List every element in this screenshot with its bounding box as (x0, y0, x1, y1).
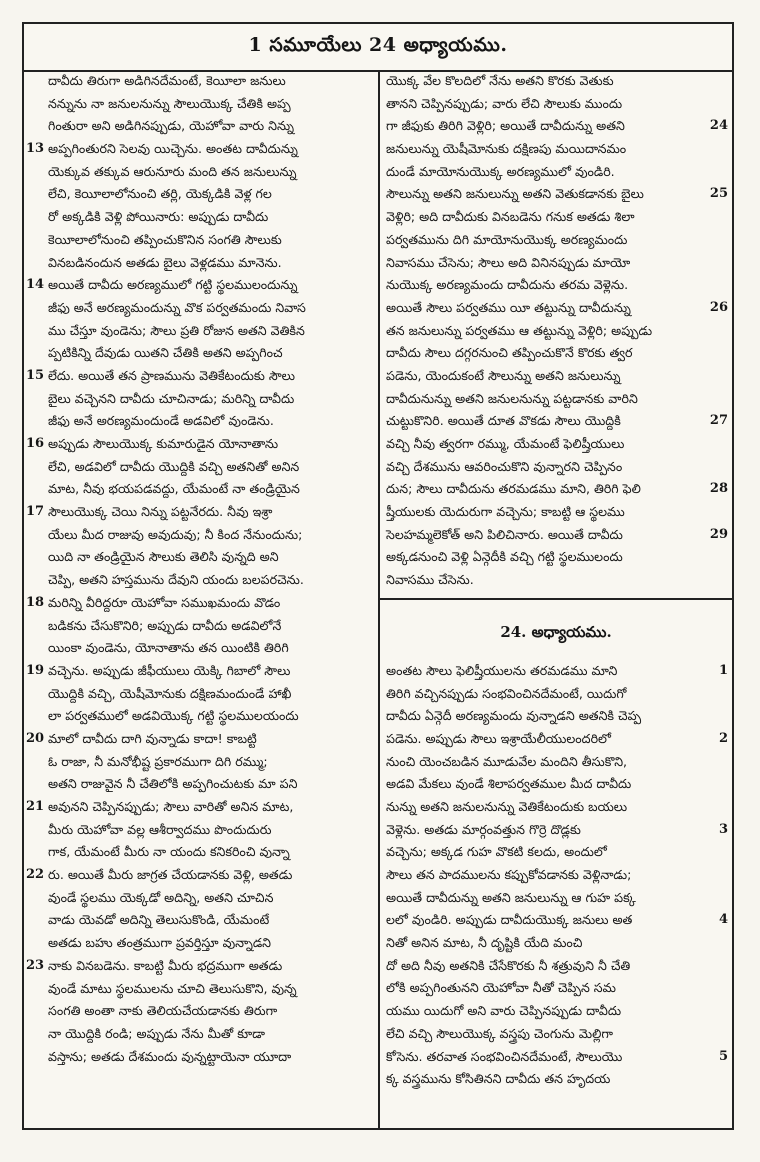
text-line (380, 705, 732, 728)
text-line (24, 342, 376, 365)
text-line (24, 501, 376, 524)
verse-number: 19 (26, 662, 45, 678)
line-text: గాక, యేమంటే మీరు నా యందు కనికరించి వున్నా (48, 844, 290, 860)
line-text: దున; సౌలు దావీదును తరమడము మాని, తిరిగి ఫెలి (386, 481, 641, 497)
text-line (24, 864, 376, 887)
text-line (24, 320, 376, 343)
line-text: యిది నా తండ్రియైన సౌలుకు తెలిసి వున్నది అని (48, 549, 279, 565)
line-text: జనులున్ను యెషీమోనుకు దక్షిణపు మయిదానమం (386, 141, 627, 157)
line-text: చుట్టుకొనిరి. అయితే దూత వొకడు సౌలు యొద్దికి (386, 413, 621, 429)
page (22, 22, 734, 1130)
line-text: యేలు మీద రాజువు అవుదువు; నీ కింద నేనుందును; (48, 526, 303, 542)
text-line (380, 410, 732, 433)
text-line (24, 887, 376, 910)
line-text: అంతట సౌలు ఫెలిష్తీయులను తరమడము మాని (386, 662, 618, 678)
line-text: సెలహమ్మలెకోత్ అని పిలిచినారు. అయితే దావీదు (386, 526, 623, 542)
line-text: యము యిదుగో అని వారు చెప్పినప్పుడు దావీదు (386, 1003, 622, 1019)
text-line (380, 751, 732, 774)
text-line (24, 978, 376, 1001)
line-text: అడవి మేకలు వుండే శిలాపర్వతముల మీద దావీదు (386, 776, 632, 792)
verse-number: 24 (709, 118, 728, 134)
text-line (24, 297, 376, 320)
text-line (24, 433, 376, 456)
line-text: దుండే మాయోనుయొక్క అరణ్యములో వుండిరి. (386, 163, 615, 179)
verse-number: 4 (718, 912, 728, 928)
line-text: క్క వస్త్రమును కోసితినని దావీదు తన హృదయ (386, 1071, 611, 1087)
line-text: వస్తాను; అతడు దేశమందు వున్నట్టాయెనా యూదా (48, 1048, 292, 1064)
text-line (380, 683, 732, 706)
text-line (380, 433, 732, 456)
verse-number: 26 (709, 299, 728, 315)
verse-number: 28 (709, 481, 728, 497)
line-text: యెక్కువ తక్కువ ఆరునూరు మంది తన జనులున్ను (48, 163, 297, 179)
line-text: లేచి, అడవిలో దావీదు యొద్దికి వచ్చి అతనితో అనిన (48, 458, 300, 474)
line-text: వినబడినందున అతడు బైలు వెళ్లడము మానెను. (48, 254, 282, 270)
line-text: వాడు యెవడో అదిన్ని తెలుసుకొండి, యేమంటే (48, 912, 270, 928)
text-line (24, 1046, 376, 1069)
text-line (24, 728, 376, 751)
line-text: బైలు వచ్చెనని దావీదు చూచినాడు; మరిన్ని దావీదు (48, 390, 295, 406)
text-line (24, 388, 376, 411)
text-line (380, 229, 732, 252)
line-text: నివాసము చేసెను. (386, 572, 474, 588)
text-line (380, 728, 732, 751)
line-text: వచ్చి నీవు త్వరగా రమ్ము, యేమంటే ఫెలిష్తీయులు (386, 436, 625, 451)
verse-number: 17 (26, 504, 45, 520)
text-line (24, 841, 376, 864)
line-text: తిరిగి వచ్చినప్పుడు సంభవించినదేమంటే, యిదుగో (386, 685, 627, 701)
verse-number: 14 (26, 277, 45, 293)
text-line (380, 546, 732, 569)
line-text: అతని రాజువైన నీ చేతిలోకి అప్పగించుటకు మా పని (48, 776, 298, 792)
line-text: వచ్చెను. అప్పుడు జీఫీయులు యెక్కి గిబాలో సౌలు (48, 662, 291, 678)
verse-number: 23 (26, 957, 45, 973)
verse-number: 18 (26, 594, 45, 610)
line-text: మాట, నీవు భయపడవద్దు, యేమంటే నా తండ్రియైన (48, 481, 300, 497)
text-line (380, 1068, 732, 1091)
verse-number: 13 (26, 141, 45, 157)
text-line (380, 138, 732, 161)
text-line (24, 546, 376, 569)
text-line (24, 456, 376, 479)
text-line (24, 274, 376, 297)
text-line (24, 206, 376, 229)
verse-number: 29 (709, 526, 728, 542)
line-text: వచ్చెను; అక్కడ గుహ వొకటి కలదు, అందులో (386, 844, 607, 860)
text-line (24, 615, 376, 638)
text-line (380, 70, 732, 93)
text-line (24, 751, 376, 774)
text-line (380, 841, 732, 864)
line-text: జీఫు అనే అరణ్యమందున్ను వొక పర్వతమందు నివాస (48, 299, 306, 315)
line-text: రో అక్కడికి వెళ్లి పోయినారు: అప్పుడు దావీదు (48, 209, 269, 225)
line-text: దావీదు సౌలు దగ్గరనుంచి తప్పించుకొనే కొరకు త్వర (386, 345, 633, 361)
text-line (24, 93, 376, 116)
text-line (380, 1023, 732, 1046)
line-text: లేచి, కెయీలాలోనుంచి తర్లి, యెక్కడికి వెళ్ల గల (48, 186, 272, 202)
text-line (380, 93, 732, 116)
chapter-heading: 24. అధ్యాయము. (380, 598, 732, 660)
text-line (380, 864, 732, 887)
text-line (24, 637, 376, 660)
text-line (380, 660, 732, 683)
line-text: అప్పగింతురని సెలవు యిచ్చెను. అంతట దావీదున్ను (48, 141, 298, 157)
text-line (380, 909, 732, 932)
line-text: నున్ను అతని జనులనున్ను వెతికేటందుకు బయలు (386, 798, 628, 814)
text-line (380, 456, 732, 479)
line-text: సౌలున్ను అతని జనులున్ను అతని వెతుకడానకు బైలు (386, 186, 644, 202)
text-line (380, 478, 732, 501)
verse-number: 21 (26, 799, 45, 814)
text-line (24, 955, 376, 978)
left-column (24, 70, 376, 1128)
text-line (24, 773, 376, 796)
verse-number: 20 (26, 730, 45, 746)
text-line (24, 229, 376, 252)
line-text: చెప్పి, అతని హస్తమును దేవుని యందు బలపరచెను. (48, 572, 304, 588)
verse-number: 2 (718, 730, 728, 746)
text-line (24, 183, 376, 206)
line-text: అయితే దావీదు అరణ్యములో గట్టి స్థలములందున్ను (48, 277, 298, 293)
line-text: దావీదు తిరుగా అడిగినదేమంటే, కెయీలా జనులు (48, 73, 286, 88)
text-line (380, 342, 732, 365)
verse-number: 16 (26, 436, 45, 451)
text-columns (24, 70, 732, 1128)
line-text: నివాసము చేసెను; సౌలు అది వినినప్పుడు మాయో (386, 254, 631, 270)
text-line (24, 909, 376, 932)
line-text: పడెను. అప్పుడు సౌలు ఇశ్రాయేలీయులందరిలో (386, 730, 611, 746)
text-line (380, 161, 732, 184)
line-text: దో అది నీవు అతనికి చేసేకొరకు నీ శత్రువుని నీ చేతి (386, 957, 631, 973)
text-line (24, 569, 376, 592)
line-text: తానని చెప్పినప్పుడు; వారు లేచి సౌలుకు ముందు (386, 95, 623, 111)
line-text: మీరు యెహోవా వల్ల ఆశీర్వాదము పొందుదురు (48, 821, 272, 837)
line-text: లలో వుండిరి. అప్పుడు దావీదుయొక్క జనులు అత (386, 912, 633, 928)
text-line (380, 955, 732, 978)
line-text: అప్పుడు సౌలుయొక్క కుమారుడైన యోనాతాను (48, 436, 279, 451)
line-text: యొద్దికి వచ్చి, యెషీమోనుకు దక్షిణమందుండే హాఖీ (48, 685, 292, 701)
text-line (380, 932, 732, 955)
verse-number: 3 (718, 821, 728, 837)
line-text: గా జీఫుకు తిరిగి వెళ్లిరి; అయితే దావీదున్ను అతని (386, 118, 625, 134)
text-line (380, 819, 732, 842)
line-text: లేచి వచ్చి సౌలుయొక్క వస్త్రపు చెంగును మెల్లిగా (386, 1025, 613, 1041)
text-line (24, 478, 376, 501)
line-text: నితో అనిన మాట, నీ దృష్టికి యేది మంచి (386, 935, 583, 951)
text-line (24, 796, 376, 819)
line-text: అతడు బహు తంత్రముగా ప్రవర్తిస్తూ వున్నాడని (48, 935, 272, 951)
right-column-top (380, 70, 732, 592)
line-text: లేదు. అయితే తన ప్రాణమును వెతికేటందుకు సౌలు (48, 367, 295, 383)
line-text: వుండే మాటు స్థలములను చూచి తెలుసుకొని, వున్న (48, 980, 297, 996)
text-line (24, 932, 376, 955)
line-text: పర్వతమును దిగి మాయోనుయొక్క అరణ్యమందు (386, 231, 628, 247)
line-text: నా యొద్దికి రండి; అప్పుడు నేను మీతో కూడా (48, 1025, 266, 1041)
line-text: సౌలు తన పాదములను కప్పుకోవడానకు వెళ్లినాడు; (386, 867, 632, 882)
line-text: నన్నును నా జనులనున్ను సౌలుయొక్క చేతికి అప్ప (48, 95, 291, 111)
text-line (380, 297, 732, 320)
line-text: వెళ్లిరి; అది దావీదుకు వినబడెను గనుక అతడు శిలా (386, 209, 635, 225)
text-line (24, 683, 376, 706)
right-column (380, 70, 732, 1128)
line-text: కెయీలాలోనుంచి తప్పించుకొనిన సంగతి సౌలుకు (48, 231, 282, 247)
verse-number: 27 (709, 413, 728, 429)
line-text: లా పర్వతములో అడవియొక్క గట్టి స్థలములయందు (48, 708, 299, 724)
line-text: సంగతి అంతా నాకు తెలియచేయడానకు తిరుగా (48, 1003, 278, 1019)
line-text: సౌలుయొక్క చెయి నిన్ను పట్టనేరదు. నీవు ఇశ్రా (48, 504, 273, 520)
line-text: లోకి అప్పగింతునని యెహోవా నీతో చెప్పిన సమ (386, 980, 616, 996)
line-text: గింతురా అని అడిగినప్పుడు, యెహోవా వారు నిన్ను (48, 118, 294, 134)
right-column-bottom (380, 660, 732, 1091)
verse-number: 1 (718, 662, 728, 678)
line-text: ఓ రాజా, నీ మనోభీష్ట ప్రకారముగా దిగి రమ్ము; (48, 753, 268, 769)
text-line (380, 1046, 732, 1069)
line-text: దావీదునున్ను అతని జనులనున్ను పట్టడానకు వారిని (386, 390, 638, 406)
text-line (380, 388, 732, 411)
text-line (380, 365, 732, 388)
text-line (24, 161, 376, 184)
text-line (24, 1000, 376, 1023)
line-text: ష్తీయులకు యెదురుగా వచ్చెను; కాబట్టి ఆ స్థలము (386, 504, 625, 520)
text-line (380, 977, 732, 1000)
line-text: ము చేస్తూ వుండెను; సౌలు ప్రతి రోజున అతని వెతికిన (48, 322, 305, 338)
line-text: అయితే సౌలు పర్వతము యీ తట్టున్ను దావీదున్ను (386, 299, 631, 315)
line-text: తన జనులున్ను పర్వతము ఆ తట్టున్ను వెళ్లిరి; అప్పుడు (386, 322, 653, 338)
text-line (24, 410, 376, 433)
page-title: 1 సమూయేలు 24 అధ్యాయము. (24, 24, 732, 72)
text-line (380, 320, 732, 343)
text-line (380, 1000, 732, 1023)
text-line (24, 115, 376, 138)
line-text: మరిన్ని వీరిద్దరూ యెహోవా సముఖమందు వొడం (48, 594, 281, 610)
line-text: బడికను చేసుకొనిరి; అప్పుడు దావీదు అడవిలోనే (48, 617, 282, 633)
line-text: వచ్చి దేశమును ఆవరించుకొని వున్నారని చెప్పినం (386, 458, 623, 474)
verse-number: 22 (26, 867, 45, 883)
text-line (380, 887, 732, 910)
line-text: నుంచి యెంచబడిన మూడువేల మందిని తీసుకొని, (386, 753, 628, 769)
line-text: రు. అయితే మీరు జాగ్రత చేయడానకు వెళ్లి, అతడు (48, 867, 293, 883)
line-text: కోసెను. తరవాత సంభవించినదేమంటే, సౌలుయొ (386, 1048, 623, 1064)
text-line (380, 524, 732, 547)
line-text: అయితే దావీదున్ను అతని జనులున్ను ఆ గుహ పక్క (386, 889, 636, 905)
text-line (24, 705, 376, 728)
text-line (380, 206, 732, 229)
text-line (380, 569, 732, 592)
text-line (380, 274, 732, 297)
text-line (24, 252, 376, 275)
text-line (24, 70, 376, 93)
text-line (380, 252, 732, 275)
text-line (380, 796, 732, 819)
text-line (380, 773, 732, 796)
text-line (24, 138, 376, 161)
line-text: అవునని చెప్పినప్పుడు; సౌలు వారితో అనిన మాట, (48, 799, 294, 814)
line-text: మాలో దావీదు దాగి వున్నాడు కాదా! కాబట్టి (48, 730, 257, 746)
line-text: జీఫు అనే అరణ్యమందుండే అడవిలో వుండెను. (48, 413, 274, 429)
text-line (380, 115, 732, 138)
verse-number: 15 (26, 367, 45, 383)
verse-number: 25 (709, 186, 728, 202)
line-text: వెళ్లెను. అతడు మార్గంవత్తున గొర్రె దొడ్లకు (386, 821, 581, 837)
line-text: వుండే స్థలము యెక్కడో అదిన్ని, అతని చూచిన (48, 889, 274, 905)
line-text: దావీదు ఏన్గెదీ అరణ్యమందు వున్నాడని అతనికి చెప్ప (386, 708, 642, 724)
text-line (24, 660, 376, 683)
line-text: నుయొక్క అరణ్యమందు దావీదును తరమ వెళ్లెను. (386, 277, 629, 293)
line-text: యొక్క వేల కొలదిలో నేను అతని కొరకు వెతుకు (386, 73, 614, 88)
line-text: అక్కడనుంచి వెళ్లి ఏన్గెదీకి వచ్చి గట్టి స్థలములందు (386, 549, 623, 565)
text-line (380, 183, 732, 206)
text-line (24, 1023, 376, 1046)
line-text: యింకా వుండెను, యోనాతాను తన యింటికి తిరిగి (48, 640, 289, 656)
text-line (380, 501, 732, 524)
line-text: పడెను, యెందుకంటే సౌలున్ను అతని జనులున్ను (386, 367, 621, 383)
text-line (24, 365, 376, 388)
line-text: ప్పటికిన్ని దేవుడు యితని చేతికి అతని అప్పగించ (48, 345, 283, 361)
text-line (24, 524, 376, 547)
text-line (24, 592, 376, 615)
verse-number: 5 (718, 1048, 728, 1064)
line-text: నాకు వినబడెను. కాబట్టి మీరు భద్రముగా అతడు (48, 957, 283, 973)
text-line (24, 819, 376, 842)
